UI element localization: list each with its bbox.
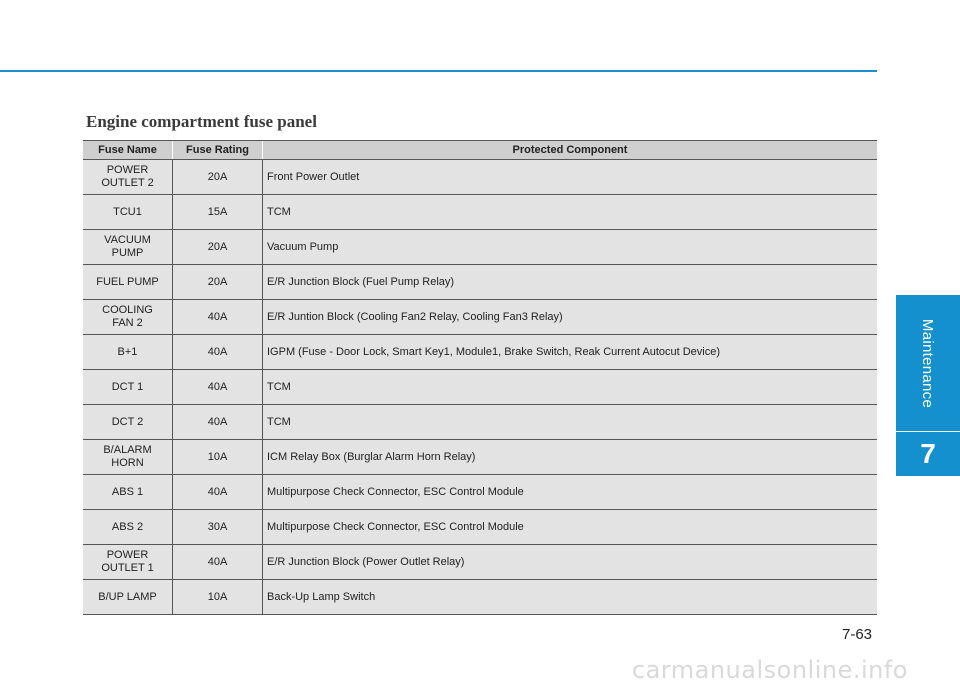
fuse-name-line: B/ALARM — [103, 444, 152, 456]
fuse-name-line: FUEL PUMP — [96, 275, 159, 288]
fuse-name-line: POWER — [106, 549, 149, 561]
fuse-rating-cell: 10A — [173, 440, 263, 475]
fuse-name-cell — [83, 300, 173, 335]
column-header-fuse-name: Fuse Name — [83, 141, 173, 160]
protected-component-cell: TCM — [263, 405, 878, 440]
fuse-name-cell — [83, 545, 173, 580]
fuse-name-cell — [83, 510, 173, 545]
protected-component-cell: Multipurpose Check Connector, ESC Control Module — [263, 475, 878, 510]
fuse-name-cell — [83, 230, 173, 265]
section-title: Engine compartment fuse panel — [86, 112, 317, 131]
protected-component-cell: E/R Juntion Block (Cooling Fan2 Relay, Cooling Fan3 Relay) — [263, 300, 878, 335]
fuse-name-cell — [83, 370, 173, 405]
table-row — [83, 230, 877, 265]
fuse-name-cell — [83, 335, 173, 370]
table-row — [83, 335, 877, 370]
fuse-name-line: DCT 1 — [111, 380, 144, 393]
fuse-rating-cell: 40A — [173, 405, 263, 440]
fuse-rating-cell: 20A — [173, 230, 263, 265]
fuse-rating-cell: 40A — [173, 335, 263, 370]
protected-component-cell: IGPM (Fuse - Door Lock, Smart Key1, Module1, Brake Switch, Reak Current Autocut Device) — [263, 335, 878, 370]
page-number: 7-63 — [842, 626, 873, 643]
protected-component-cell: TCM — [263, 195, 878, 230]
fuse-table-body — [83, 160, 877, 615]
table-row — [83, 370, 877, 405]
fuse-name-line: FAN 2 — [112, 317, 143, 329]
fuse-name-cell — [83, 405, 173, 440]
fuse-rating-cell: 10A — [173, 580, 263, 615]
fuse-rating-cell: 40A — [173, 300, 263, 335]
table-row — [83, 160, 877, 195]
fuse-name-cell — [83, 440, 173, 475]
fuse-rating-cell: 40A — [173, 370, 263, 405]
fuse-rating-cell: 30A — [173, 510, 263, 545]
fuse-name-line: COOLING — [102, 304, 153, 316]
fuse-name-line: HORN — [111, 457, 144, 469]
chapter-side-tab — [896, 295, 960, 431]
fuse-table — [83, 140, 877, 615]
table-header-row — [83, 141, 877, 160]
table-row — [83, 440, 877, 475]
table-row — [83, 545, 877, 580]
fuse-rating-cell: 40A — [173, 475, 263, 510]
fuse-name-line: VACUUM — [104, 234, 151, 246]
protected-component-cell: TCM — [263, 370, 878, 405]
fuse-rating-cell: 20A — [173, 160, 263, 195]
fuse-name-line: DCT 2 — [111, 415, 144, 428]
chapter-number-box — [896, 431, 960, 476]
table-row — [83, 300, 877, 335]
protected-component-cell: Multipurpose Check Connector, ESC Control Module — [263, 510, 878, 545]
fuse-name-line: ABS 1 — [111, 485, 144, 498]
table-row — [83, 510, 877, 545]
table-row — [83, 405, 877, 440]
fuse-rating-cell: 15A — [173, 195, 263, 230]
protected-component-cell: E/R Junction Block (Power Outlet Relay) — [263, 545, 878, 580]
protected-component-cell: E/R Junction Block (Fuel Pump Relay) — [263, 265, 878, 300]
table-row — [83, 475, 877, 510]
chapter-label: Maintenance — [919, 318, 937, 408]
fuse-name-line: PUMP — [111, 247, 144, 259]
table-row — [83, 265, 877, 300]
column-header-fuse-rating: Fuse Rating — [173, 141, 263, 160]
header-rule — [0, 70, 877, 72]
fuse-name-cell — [83, 195, 173, 230]
watermark: carmanualsonline.info — [631, 656, 908, 684]
fuse-name-line: B/UP LAMP — [98, 590, 157, 603]
fuse-name-cell — [83, 580, 173, 615]
table-row — [83, 195, 877, 230]
protected-component-cell: Back-Up Lamp Switch — [263, 580, 878, 615]
fuse-rating-cell: 20A — [173, 265, 263, 300]
fuse-name-line: B+1 — [117, 345, 138, 358]
fuse-name-cell — [83, 265, 173, 300]
protected-component-cell: Front Power Outlet — [263, 160, 878, 195]
column-header-protected-component: Protected Component — [263, 141, 878, 160]
fuse-rating-cell: 40A — [173, 545, 263, 580]
fuse-name-line: OUTLET 2 — [101, 177, 154, 189]
protected-component-cell: Vacuum Pump — [263, 230, 878, 265]
table-row — [83, 580, 877, 615]
fuse-name-line: ABS 2 — [111, 520, 144, 533]
protected-component-cell: ICM Relay Box (Burglar Alarm Horn Relay) — [263, 440, 878, 475]
fuse-name-cell — [83, 160, 173, 195]
fuse-name-line: POWER — [106, 164, 149, 176]
chapter-number: 7 — [920, 438, 936, 469]
fuse-name-line: TCU1 — [113, 205, 142, 218]
fuse-name-cell — [83, 475, 173, 510]
fuse-name-line: OUTLET 1 — [101, 562, 154, 574]
